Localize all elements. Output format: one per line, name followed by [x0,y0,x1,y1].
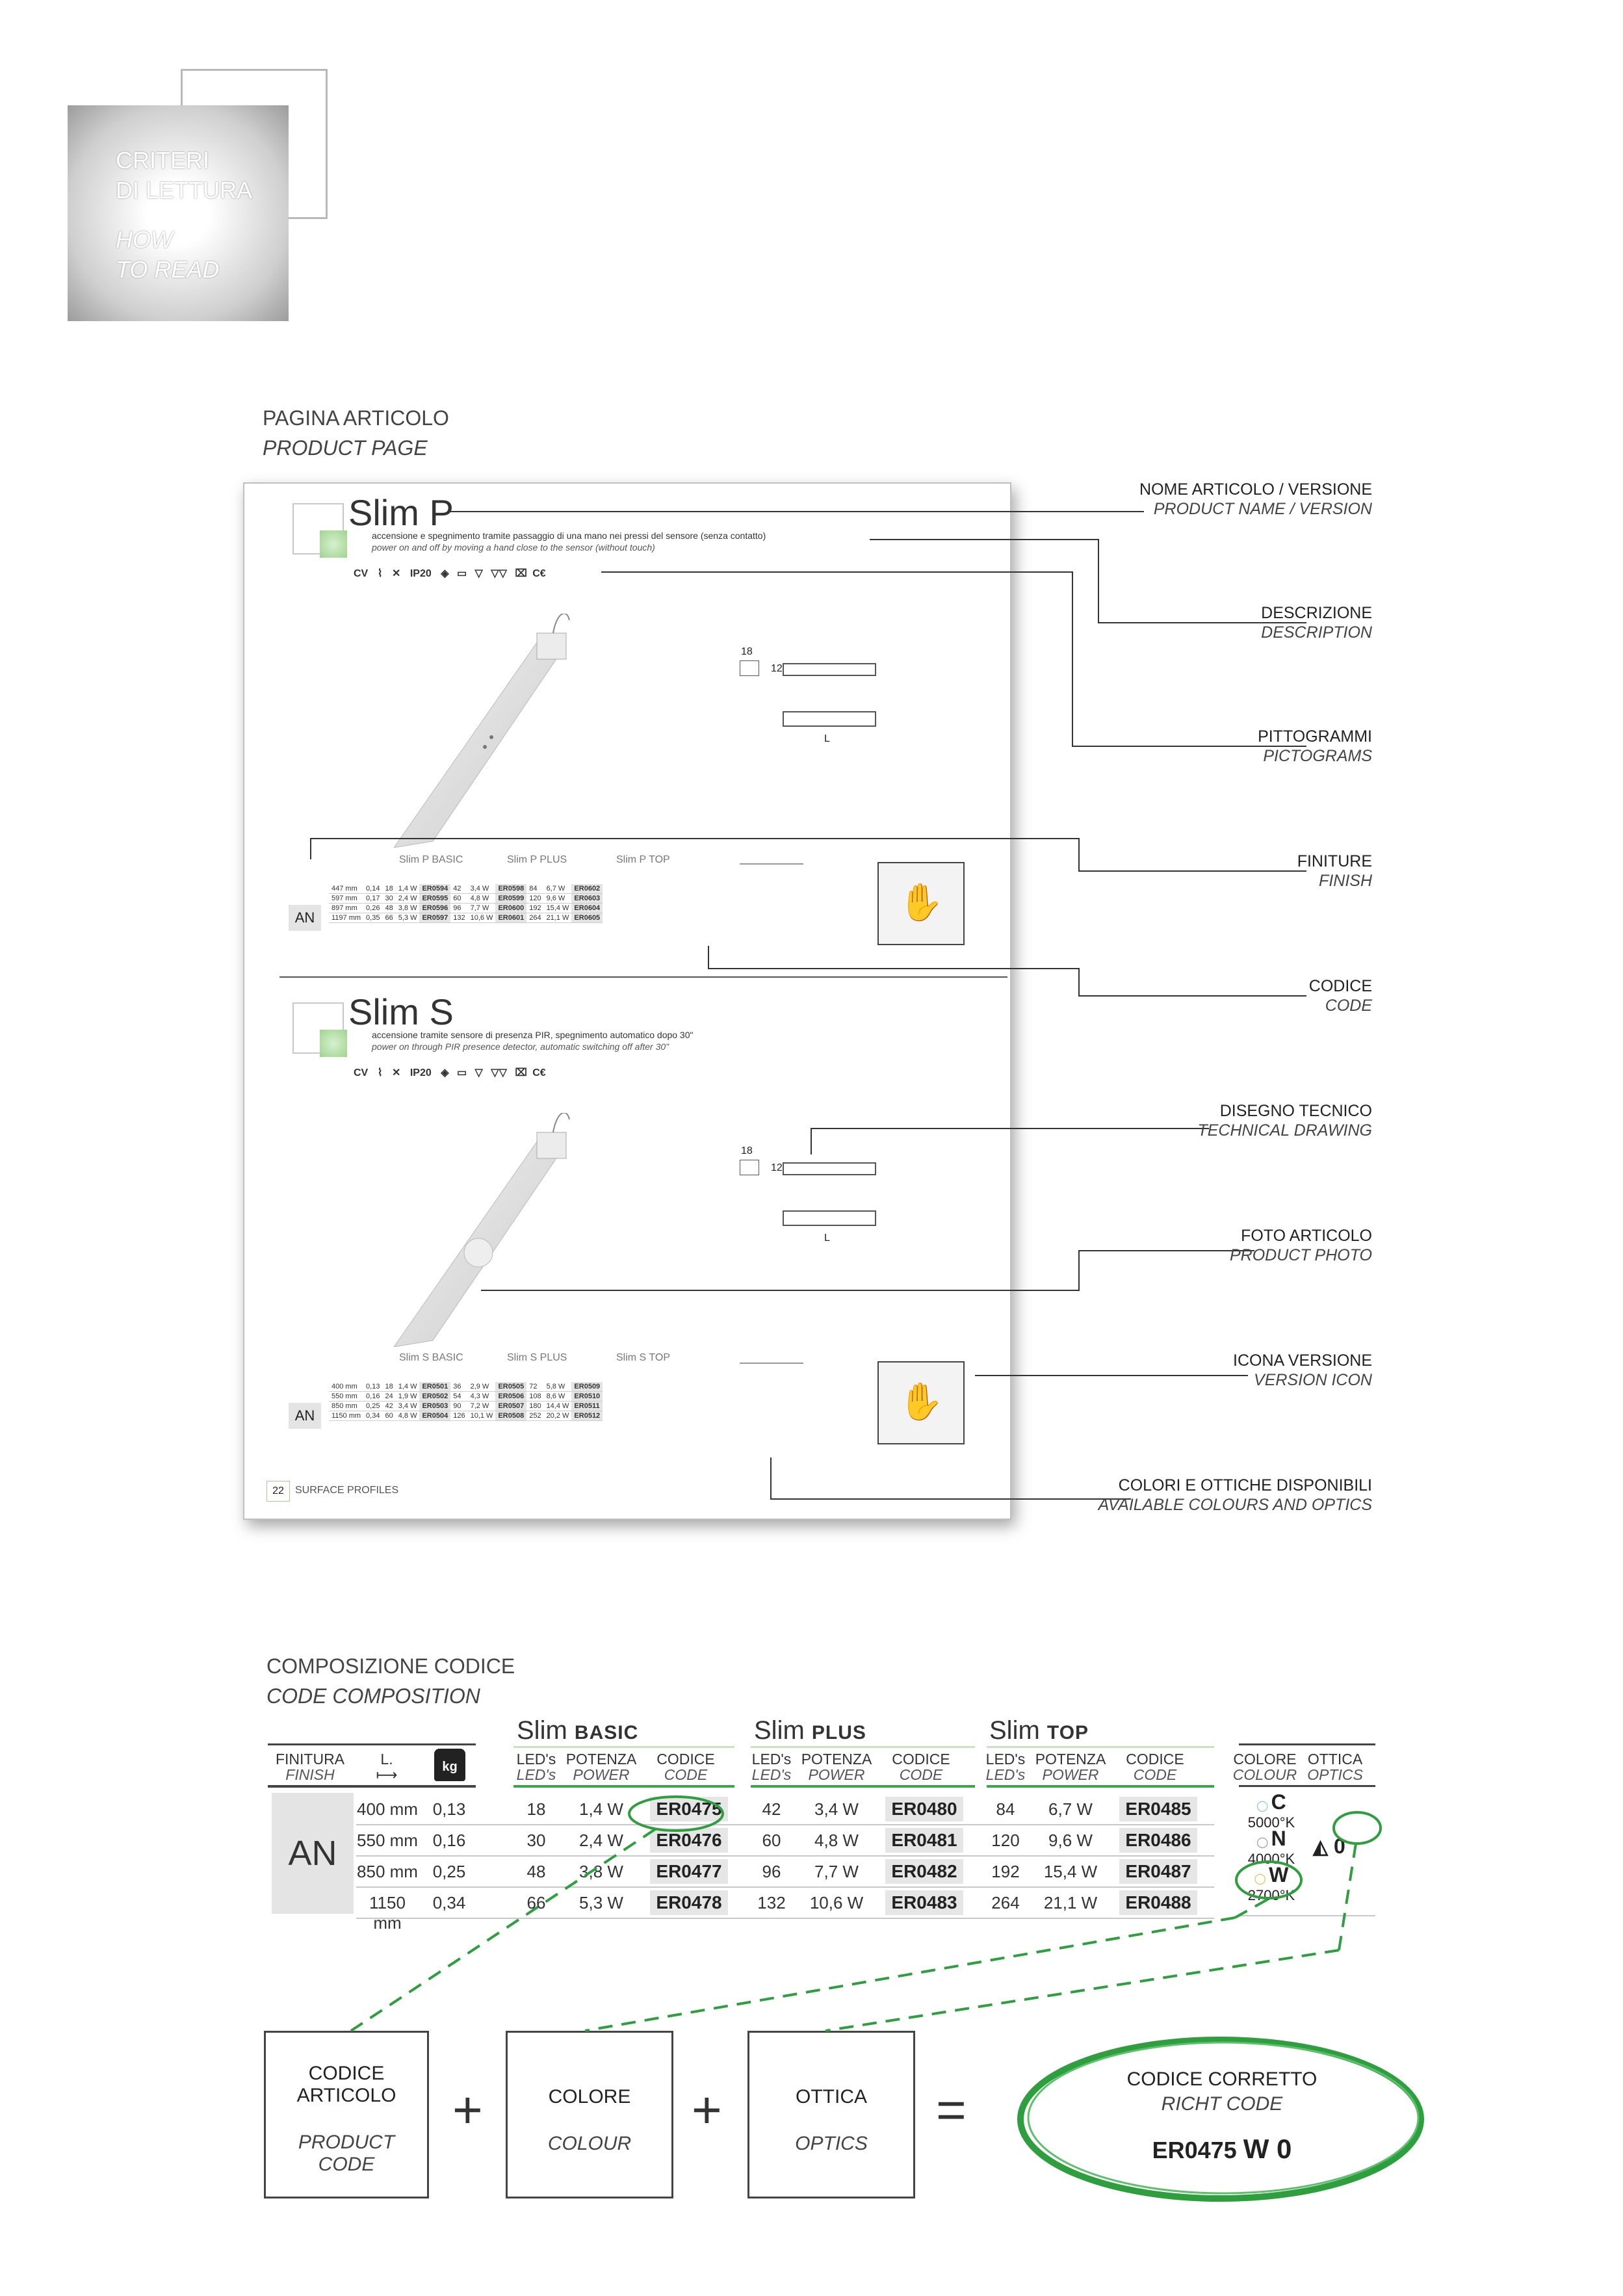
ip-icon: IP [409,1067,420,1078]
h-power-top: POTENZA POWER [1035,1751,1106,1783]
basic-leds: 48 [526,1862,546,1881]
top-leds: 84 [996,1799,1015,1819]
result-ellipse [1007,2028,1436,2210]
box3-it: OTTICA [796,2086,867,2107]
table-row: 1197 mm 0,35 66 5,3 W ER0597 132 10,6 W ER0601 264 21,1 W ER0605 [329,913,603,923]
h-leds-top: LED's LED's [985,1751,1026,1783]
callout-finish: FINITURE FINISH [1297,852,1372,890]
weight: 0,13 [432,1799,466,1819]
table-row: 400 mm 0,13 18 1,4 W ER0501 36 2,9 W ER0505 72 5,8 W ER0509 [329,1382,603,1392]
top-power: 6,7 W [1048,1799,1093,1819]
plus-code: ER0483 [885,1890,963,1915]
box1-en2: CODE [318,2154,375,2175]
rule-right [1239,1743,1375,1745]
callout-product-photo: FOTO ARTICOLO PRODUCT PHOTO [1230,1227,1372,1264]
group-plus-underline [751,1746,975,1748]
equals-operator: = [936,2081,967,2139]
dashed-connectors [0,1755,1623,2041]
top-leds: 192 [991,1862,1020,1881]
basic-power: 1,4 W [579,1799,623,1819]
top-power: 9,6 W [1048,1831,1093,1850]
result-code-base: ER0475 [1152,2137,1237,2163]
diamond-icon: ◈ [441,1067,449,1078]
mm-mark-icon: ▽▽ [491,568,507,579]
length: 400 mm [357,1799,418,1819]
f-mark-icon: ▽ [474,1067,483,1078]
h-power-basic: POTENZA POWER [565,1751,637,1783]
h-leds-plus: LED's LED's [751,1751,792,1783]
weight-kg-icon: kg [434,1749,465,1781]
plus-leds: 42 [762,1799,781,1819]
slim-s-title: Slim S [348,991,454,1032]
slim-p-group-top: Slim P TOP [616,854,670,865]
h-finish: FINITURA FINISH [275,1751,345,1783]
plus-operator: + [452,2081,483,2139]
cross-icon: ✕ [391,1067,401,1078]
plus-leds: 60 [762,1831,781,1850]
slim-p-desc-en: power on and off by moving a hand close to the sensor (without touch) [372,542,655,553]
cri-icon: ▭ [456,1067,467,1078]
badge-line1: CRITERI [116,147,209,174]
h-length: L. ⟼ [357,1751,416,1782]
length: 850 mm [357,1862,418,1881]
group-basic-title: Slim BASIC [517,1716,639,1745]
slim-p-group-plus: Slim P PLUS [507,854,567,865]
h-power-plus: POTENZA POWER [801,1751,872,1783]
h-code-plus: CODICE CODE [892,1751,950,1783]
colour-w: ◯ W 2700°K [1247,1863,1295,1903]
optic-0: ◭ 0 [1313,1834,1345,1858]
f-mark-icon: ▽ [474,568,483,579]
plus-power: 10,6 W [809,1893,864,1912]
slim-s-group-plus: Slim S PLUS [507,1352,567,1363]
plus-operator: + [692,2081,722,2139]
callout-pictograms: PITTOGRAMMI PICTOGRAMS [1258,727,1372,765]
finish-an: AN [272,1793,354,1914]
top-leds: 264 [991,1893,1020,1912]
box1-it: CODICE [308,2063,385,2084]
diamond-icon: ◈ [441,568,449,579]
group-top-underline [987,1746,1214,1748]
result-code-suffix: W 0 [1243,2133,1292,2164]
callout-description: DESCRIZIONE DESCRIPTION [1261,604,1372,642]
ip-value: 20 [419,1067,432,1078]
slim-p-group-basic: Slim P BASIC [399,854,463,865]
badge-line2: DI LETTURA [116,177,253,203]
basic-power: 2,4 W [579,1831,623,1850]
product-page-label-it: PAGINA ARTICOLO [263,406,449,430]
top-code: ER0486 [1119,1828,1197,1853]
plus-power: 7,7 W [814,1862,859,1881]
dimmer-icon: ⌇ [377,1067,383,1078]
badge-line3: HOW [116,226,173,253]
box-optics [747,2031,915,2198]
weee-icon: ⌧ [515,1067,527,1078]
group-basic-underline [513,1746,734,1748]
basic-power: 3,8 W [579,1862,623,1881]
slim-p-title: Slim P [348,492,454,533]
hand-icon: ✋ [898,881,944,922]
box2-en: COLOUR [547,2133,632,2154]
plus-leds: 132 [757,1893,786,1912]
plus-power: 3,4 W [814,1799,859,1819]
cv-icon: CV [354,568,369,579]
colour-n: ◯ N 4000°K [1247,1827,1295,1867]
group-plus-title: Slim PLUS [754,1716,866,1745]
box1-it2: ARTICOLO [296,2085,396,2106]
box3-en: OPTICS [795,2133,868,2154]
cv-icon: CV [354,1067,369,1078]
cri-icon: ▭ [456,568,467,579]
neutral-dot-icon: ◯ [1256,1837,1269,1848]
product-page-label-en: PRODUCT PAGE [263,436,428,460]
basic-code: ER0478 [650,1890,728,1915]
callout-version-icon: ICONA VERSIONE VERSION ICON [1233,1351,1372,1389]
ip-icon: IP [409,568,420,579]
page-number: 22 [266,1481,290,1502]
footer-section: SURFACE PROFILES [295,1485,399,1496]
basic-leds: 30 [526,1831,546,1850]
mm-mark-icon: ▽▽ [491,1067,507,1078]
table-row: 597 mm 0,17 30 2,4 W ER0595 60 4,8 W ER0599 120 9,6 W ER0603 [329,894,603,904]
plus-leds: 96 [762,1862,781,1881]
basic-code: ER0475 [650,1797,728,1821]
length-arrow-icon: ⟼ [376,1766,398,1783]
top-code: ER0485 [1119,1797,1197,1821]
box1-en: PRODUCT [298,2132,395,2153]
basic-leds: 66 [526,1893,546,1912]
callout-technical-drawing: DISEGNO TECNICO TECHNICAL DRAWING [1197,1102,1372,1140]
plus-power: 4,8 W [814,1831,859,1850]
table-row: 850 mm 0,25 42 3,4 W ER0503 90 7,2 W ER0507 180 14,4 W ER0511 [329,1402,603,1411]
code-comp-label-it: COMPOSIZIONE CODICE [266,1654,515,1678]
box-product-code [264,2031,429,2198]
slim-s-finish-an: AN [289,1403,321,1429]
dim-l: L [824,1233,830,1244]
slim-s-desc-it: accensione tramite sensore di presenza PIR, spegnimento automatico dopo 30" [372,1030,694,1040]
slim-s-group-basic: Slim S BASIC [399,1352,463,1363]
callout-product-name: NOME ARTICOLO / VERSIONE PRODUCT NAME / VERSION [1139,480,1372,518]
top-code: ER0488 [1119,1890,1197,1915]
dim-12: 12 [771,663,783,674]
length: 1150 mm [369,1893,406,1933]
colour-c: ◯ C 5000°K [1247,1790,1295,1831]
rule-left [268,1743,476,1745]
weee-icon: ⌧ [515,568,527,579]
callout-colours-optics: COLORI E OTTICHE DISPONIBILI AVAILABLE COLOURS AND OPTICS [1098,1476,1372,1514]
table-row: 1150 mm 0,34 60 4,8 W ER0504 126 10,1 W ER0508 252 20,2 W ER0512 [329,1411,603,1421]
group-top-title: Slim TOP [989,1716,1089,1745]
box-colour [506,2031,673,2198]
h-colour: COLORE COLOUR [1232,1751,1297,1783]
plus-code: ER0480 [885,1797,963,1821]
badge-line4: TO READ [116,256,220,283]
plus-code: ER0481 [885,1828,963,1853]
top-leds: 120 [991,1831,1020,1850]
h-code-top: CODICE CODE [1126,1751,1184,1783]
result-label-en: RICHT CODE [1161,2093,1283,2115]
dim-l: L [824,733,830,744]
ip-value: 20 [419,568,432,579]
basic-leds: 18 [526,1799,546,1819]
cross-icon: ✕ [391,568,401,579]
h-leds-basic: LED's LED's [516,1751,556,1783]
hand-sensor-icon: ✋ [898,1381,944,1422]
table-row: 897 mm 0,26 48 3,8 W ER0596 96 7,7 W ER0600 192 15,4 W ER0604 [329,904,603,913]
slim-s-group-top: Slim S TOP [616,1352,670,1363]
box2-it: COLORE [548,2086,631,2107]
result-code [1066,2133,1378,2165]
plus-code: ER0482 [885,1859,963,1884]
weight: 0,16 [432,1831,466,1850]
dim-12: 12 [771,1162,783,1173]
dimmer-icon: ⌇ [377,568,383,579]
ce-mark-icon: C€ [532,568,546,579]
slim-s-desc-en: power on through PIR presence detector, automatic switching off after 30" [372,1041,669,1052]
basic-code: ER0476 [650,1828,728,1853]
top-code: ER0487 [1119,1859,1197,1884]
dim-18: 18 [741,1145,753,1156]
top-power: 15,4 W [1043,1862,1098,1881]
weight: 0,34 [432,1893,466,1912]
warm-dot-icon: ◯ [1254,1873,1266,1885]
h-optics: OTTICA OPTICS [1307,1751,1363,1783]
length: 550 mm [357,1831,418,1850]
dim-18: 18 [741,646,753,657]
basic-code: ER0477 [650,1859,728,1884]
slim-p-desc-it: accensione e spegnimento tramite passaggio di una mano nei pressi del sensore (senza contatto) [372,530,766,541]
code-comp-label-en: CODE COMPOSITION [266,1684,480,1708]
basic-power: 5,3 W [579,1893,623,1912]
top-power: 21,1 W [1043,1893,1098,1912]
weight: 0,25 [432,1862,466,1881]
optic-icon: ◭ [1313,1836,1329,1858]
slim-p-finish-an: AN [289,905,321,931]
callout-code: CODICE CODE [1308,977,1372,1015]
result-label-it: CODICE CORRETTO [1126,2068,1318,2090]
ce-mark-icon: C€ [532,1067,546,1078]
h-code-basic: CODICE CODE [656,1751,715,1783]
table-row: 550 mm 0,16 24 1,9 W ER0502 54 4,3 W ER0506 108 8,6 W ER0510 [329,1392,603,1402]
cold-dot-icon: ◯ [1256,1801,1269,1812]
table-row: 447 mm 0,14 18 1,4 W ER0594 42 3,4 W ER0598 84 6,7 W ER0602 [329,884,603,894]
